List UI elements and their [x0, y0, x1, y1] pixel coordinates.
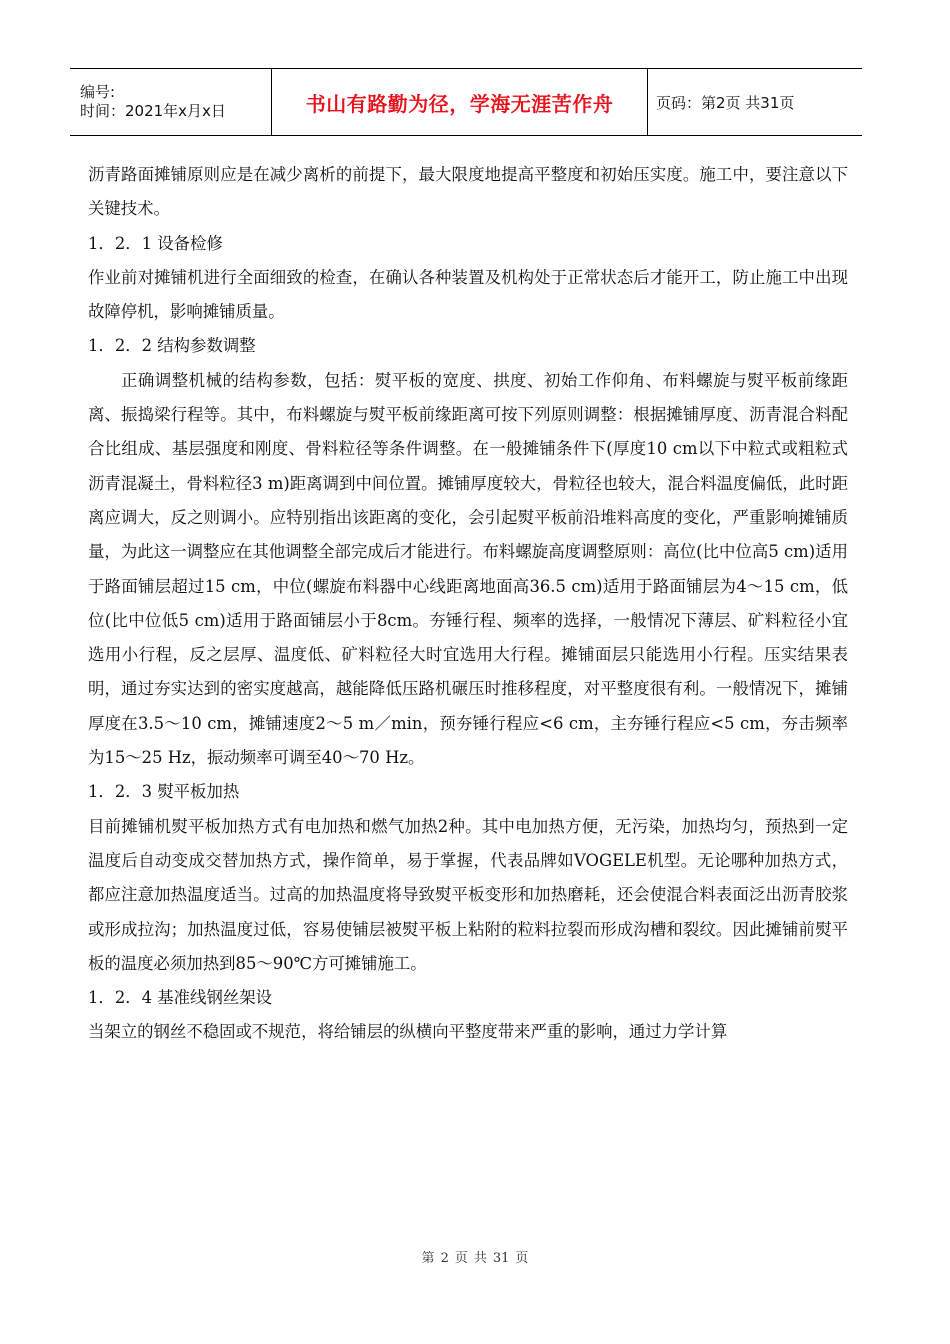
body-paragraph: 沥青路面摊铺原则应是在减少离析的前提下，最大限度地提高平整度和初始压实度。施工中，要注意以下关键技术。 [88, 165, 848, 219]
document-body [88, 158, 848, 1050]
footer-total-unit: 页 [515, 1251, 529, 1266]
section-heading-1-2-1: 1．2．1 设备检修 [88, 233, 223, 253]
body-paragraph: 当架立的钢丝不稳固或不规范，将给铺层的纵横向平整度带来严重的影响，通过力学计算 [88, 1022, 728, 1042]
section-heading-1-2-2: 1．2．2 结构参数调整 [88, 336, 256, 356]
header-page-info: 页码：第2页 共31页 [656, 93, 795, 112]
footer-page-number: 2 [440, 1251, 449, 1266]
header-meta-cell [70, 69, 272, 135]
footer-page-unit: 页 [454, 1251, 468, 1266]
section-heading-1-2-4: 1．2．4 基准线钢丝架设 [88, 988, 273, 1008]
document-time-label: 时间：2021年x月x日 [80, 102, 226, 120]
footer-total-word: 共 [473, 1251, 487, 1266]
body-paragraph: 作业前对摊铺机进行全面细致的检查，在确认各种装置及机构处于正常状态后才能开工，防止施工中出现故障停机，影响摊铺质量。 [88, 267, 848, 322]
section-heading-1-2-3: 1．2．3 熨平板加热 [88, 782, 240, 802]
page-footer [0, 1247, 950, 1266]
document-number-label: 编号: [80, 83, 116, 101]
footer-page-word: 第 [421, 1251, 435, 1266]
body-paragraph: 正确调整机械的结构参数，包括：熨平板的宽度、拱度、初始工作仰角、布料螺旋与熨平板前缘距离、振捣梁行程等。其中，布料螺旋与熨平板前缘距离可按下列原则调整：根据摊铺厚度、沥青混合料配合比组成、基层强度和刚度、骨料粒径等条件调整。在一般摊铺条件下(厚度10 cm以下中粒式或粗粒式沥青混凝土，骨料粒径3 m)距离调到中间位置。摊铺厚度较大，骨粒径也较大，混合料温度偏低，此时距离应调大，反之则调小。应特别指出该距离的变化，会引起熨平板前沿堆料高度的变化，严重影响摊铺质量，为此这一调整应在其他调整全部完成后才能进行。布料螺旋高度调整原则：高位(比中位高5 cm)适用于路面铺层超过15 cm，中位(螺旋布料器中心线距离地面高36.5 cm)适用于路面铺层为4～15 cm，低位(比中位低5 cm)适用于路面铺层小于8cm。夯锤行程、频率的选择，一般情况下薄层、矿料粒径小宜选用小行程，反之层厚、温度低、矿料粒径大时宜选用大行程。摊铺面层只能选用小行程。压实结果表明，通过夯实达到的密实度越高，越能降低压路机碾压时推移程度，对平整度很有利。一般情况下，摊铺厚度在3.5～10 cm，摊铺速度2～5 m／min，预夯锤行程应<6 cm，主夯锤行程应<5 cm，夯击频率为15～25 Hz，振动频率可调至40～70 Hz。 [88, 370, 848, 768]
page-header [70, 68, 862, 136]
footer-total-number: 31 [492, 1251, 510, 1266]
header-motto: 书山有路勤为径，学海无涯苦作舟 [272, 69, 648, 135]
body-paragraph: 目前摊铺机熨平板加热方式有电加热和燃气加热2种。其中电加热方便，无污染，加热均匀，预热到一定温度后自动变成交替加热方式，操作简单，易于掌握，代表品牌如VOGELE机型。无论哪种加热方式，都应注意加热温度适当。过高的加热温度将导致熨平板变形和加热磨耗，还会使混合料表面泛出沥青胶浆或形成拉沟；加热温度过低，容易使铺层被熨平板上粘附的粒料拉裂而形成沟槽和裂纹。因此摊铺前熨平板的温度必须加热到85～90℃方可摊铺施工。 [88, 816, 848, 973]
